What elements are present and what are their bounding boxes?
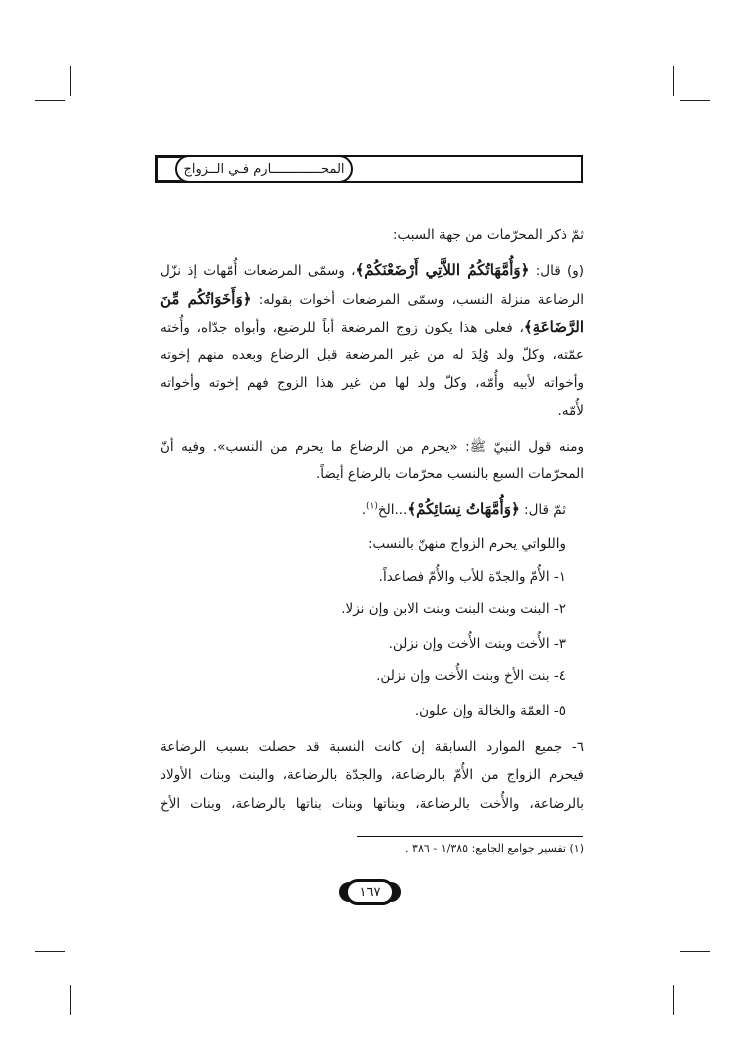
text-line: واللواتي يحرم الزواج منهنّ بالنسب: [367, 536, 566, 552]
crop-mark-bottom-left-h [35, 951, 65, 952]
quran-verse: ﴿وَأَخَوَاتُكُم مِّنَ [160, 290, 252, 308]
quran-verse: ﴿وَأُمَّهَاتُ نِسَائِكُمْ﴾ [407, 500, 520, 518]
text-line: فيحرم الزواج من الأُمّ بالرضاعة، والجدّة بالرضاعة، والبنت وبنات الأولاد [160, 767, 584, 783]
quran-verse: الرَّضَاعَةِ﴾ [523, 318, 584, 336]
text-span: ...الخ [377, 502, 408, 518]
text-span: ، وسمّى المرضعات أُمّهات إذ نزّل [160, 263, 356, 279]
text-span: (و) قال: [529, 263, 585, 279]
header-title: المحـــــــــــــارم فـي الــزواج [175, 155, 353, 183]
crop-mark-top-right-h [680, 100, 710, 101]
text-line: لأُمّه. [557, 403, 584, 419]
text-line: ٦- جميع الموارد السابقة إن كانت النسبة قد حصلت بسبب الرضاعة [160, 739, 584, 755]
list-item: ٤- بنت الأخ وبنت الأُخت وإن نزلن. [376, 668, 566, 684]
text-line [362, 500, 566, 518]
text-line [160, 290, 584, 308]
text-line: ومنه قول النبيّ ﷺ: «يحرم من الرضاع ما يحرم من النسب». وفيه أنّ [160, 439, 584, 455]
text-line: ثمّ ذكر المحرّمات من جهة السبب: [392, 227, 584, 243]
text-span: ثمّ قال: [519, 502, 566, 518]
list-item: ٣- الأُخت وبنت الأُخت وإن نزلن. [388, 636, 566, 652]
crop-mark-top-left-h [35, 100, 65, 101]
list-item: ٥- العمّة والخالة وإن علون. [414, 703, 566, 719]
crop-mark-bottom-right-h [680, 951, 710, 952]
text-span: . [361, 502, 366, 518]
text-line: وأخواته لأبيه وأُمّه، وكلّ ولد لها من غير هذا الزوج فهم إخوته وأخواته [160, 375, 584, 391]
text-span: الرضاعة منزلة النسب، وسمّى المرضعات أخوات بقوله: [251, 292, 584, 308]
page-number-badge [339, 879, 401, 905]
text-line [160, 261, 584, 279]
text-line [160, 318, 584, 336]
crop-mark-bottom-right-v [673, 985, 674, 1015]
crop-mark-top-right-v [673, 66, 674, 96]
list-item: ٢- البنت وبنت البنت وبنت الابن وإن نزلا. [341, 601, 566, 617]
crop-mark-top-left-v [70, 66, 71, 96]
footnote-ref[interactable]: (١) [366, 501, 378, 512]
text-line: بالرضاعة، والأُخت بالرضاعة، وبناتها وبنات بناتها بالرضاعة، وبنات الأخ [160, 796, 584, 812]
footnote: (١) تفسير جوامع الجامع: ١/٣٨٥ - ٣٨٦ . [405, 842, 584, 855]
quran-verse: ﴿وَأُمَّهَاتُكُمُ اللاَّتِي أَرْضَعْنَكُمْ﴾ [355, 261, 530, 279]
text-line: المحرّمات السبع بالنسب محرّمات بالرضاع أيضاً. [316, 466, 584, 482]
text-span: ، فعلى هذا يكون زوج المرضعة أباً للرضيع، وأبواه جدّاه، وأُخته [160, 320, 524, 336]
list-item: ١- الأُمّ والجدّة للأب والأُمّ فصاعداً. [378, 569, 566, 585]
footnote-rule [357, 836, 583, 837]
page-number: ١٦٧ [345, 879, 395, 905]
crop-mark-bottom-left-v [70, 985, 71, 1015]
text-line: عمّته، وكلّ ولد وُلِدَ له من غير المرضعة قبل الرضاع وبعده منهم إخوته [160, 347, 584, 363]
